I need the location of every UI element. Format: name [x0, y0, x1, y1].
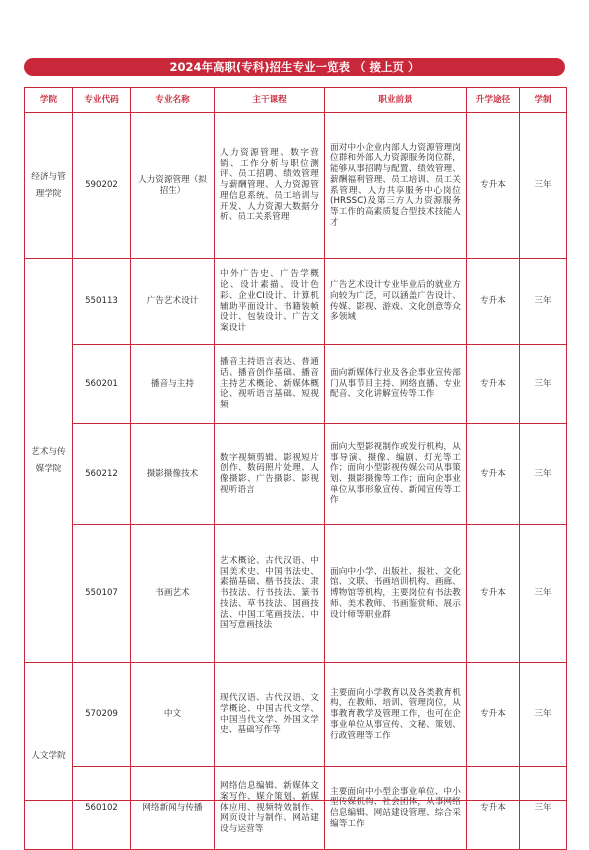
table-header-row — [25, 88, 567, 113]
table-row — [25, 663, 567, 767]
courses-cell: 播音主持语言表达、普通话、播音创作基础、播音主持艺术概论、新媒体概论、视听语言基础、短视频 — [215, 345, 325, 424]
path-cell: 专升本 — [467, 345, 520, 424]
prospects-cell: 主要面向中小型企事业单位、中小型传媒机构、社会团体，从事网络信息编辑、网站建设管理、综合采编等工作 — [325, 767, 467, 850]
duration-cell: 三年 — [520, 525, 567, 663]
header-courses: 主干课程 — [215, 88, 325, 113]
major-cell: 书画艺术 — [131, 525, 215, 663]
college-cell: 人文学院 — [25, 663, 73, 850]
table-row — [25, 113, 567, 259]
code-cell: 560212 — [73, 424, 131, 525]
major-cell: 中文 — [131, 663, 215, 767]
major-cell: 摄影摄像技术 — [131, 424, 215, 525]
code-cell: 590202 — [73, 113, 131, 259]
path-cell: 专升本 — [467, 663, 520, 767]
duration-cell: 三年 — [520, 424, 567, 525]
code-cell: 550113 — [73, 259, 131, 345]
table-row — [25, 525, 567, 663]
table-title: 2024年高职(专科)招生专业一览表 （ 接上页 ） — [24, 58, 565, 76]
bottom-divider — [24, 800, 566, 801]
majors-table — [24, 87, 567, 850]
duration-cell: 三年 — [520, 345, 567, 424]
code-cell: 560201 — [73, 345, 131, 424]
major-cell: 广告艺术设计 — [131, 259, 215, 345]
header-duration: 学制 — [520, 88, 567, 113]
courses-cell: 中外广告史、广告学概论、设计素描、设计色彩、企业CI设计、计算机辅助平面设计、书籍装帧设计、包装设计、广告文案设计 — [215, 259, 325, 345]
table-row — [25, 424, 567, 525]
duration-cell: 三年 — [520, 259, 567, 345]
prospects-cell: 主要面向小学教育以及各类教育机构，在教师、培训、管理岗位，从事教育教学及管理工作，也可在企事业单位从事宣传、文秘、策划、行政管理等工作 — [325, 663, 467, 767]
code-cell: 560102 — [73, 767, 131, 850]
table-row — [25, 767, 567, 850]
prospects-cell: 面对中小企业内部人力资源管理岗位群和外部人力资源服务岗位群，能够从事招聘与配置、绩效管理、薪酬福利管理、员工培训、员工关系管理、人力共享服务中心岗位(HRSSC)及第三方人力资源服务等工作的高素质复合型技术技能人才 — [325, 113, 467, 259]
courses-cell: 数字视频剪辑、影视短片创作、数码照片处理、人像摄影、广告摄影、影视视听语言 — [215, 424, 325, 525]
courses-cell: 艺术概论、古代汉语、中国美术史、中国书法史、素描基础、楷书技法、隶书技法、行书技法、篆书技法、草书技法、国画技法、中国工笔画技法、中国写意画技法 — [215, 525, 325, 663]
college-cell: 经济与管理学院 — [25, 113, 73, 259]
major-cell: 播音与主持 — [131, 345, 215, 424]
courses-cell: 现代汉语、古代汉语、文学概论、中国古代文学、中国当代文学、外国文学史、基础写作等 — [215, 663, 325, 767]
duration-cell: 三年 — [520, 663, 567, 767]
prospects-cell: 广告艺术设计专业毕业后的就业方向较为广泛，可以涵盖广告设计、传媒、影视、游戏、文化创意等众多领域 — [325, 259, 467, 345]
header-college: 学院 — [25, 88, 73, 113]
header-code: 专业代码 — [73, 88, 131, 113]
duration-cell: 三年 — [520, 767, 567, 850]
duration-cell: 三年 — [520, 113, 567, 259]
table-row — [25, 345, 567, 424]
path-cell: 专升本 — [467, 525, 520, 663]
path-cell: 专升本 — [467, 424, 520, 525]
path-cell: 专升本 — [467, 259, 520, 345]
college-cell: 艺术与传媒学院 — [25, 259, 73, 663]
major-cell: 网络新闻与传播 — [131, 767, 215, 850]
header-prospects: 职业前景 — [325, 88, 467, 113]
prospects-cell: 面向大型影视制作或发行机构，从事导演、摄像、编剧、灯光等工作；面向小型影视传媒公司从事策划、摄影摄像等工作；面向企事业单位从事形象宣传、新闻宣传等工作 — [325, 424, 467, 525]
major-cell: 人力资源管理（拟招生） — [131, 113, 215, 259]
code-cell: 570209 — [73, 663, 131, 767]
courses-cell: 人力资源管理、数字营销、工作分析与职位测评、员工招聘、绩效管理与薪酬管理、人力资源管理信息系统、员工培训与开发、人力资源大数据分析、员工关系管理 — [215, 113, 325, 259]
prospects-cell: 面向新媒体行业及各企事业宣传部门从事节目主持、网络直播、专业配音、文化讲解宣传等工作 — [325, 345, 467, 424]
courses-cell: 网络信息编辑、新媒体文案写作、媒介策划、新媒体应用、视频特效制作、网页设计与制作、网站建设与运营等 — [215, 767, 325, 850]
prospects-cell: 面向中小学、出版社、报社、文化馆、文联、书画培训机构、画廊、博物馆等机构，主要岗位有书法教师、美术教师、书画鉴赏师、展示设计师等职业群 — [325, 525, 467, 663]
header-path: 升学途径 — [467, 88, 520, 113]
code-cell: 550107 — [73, 525, 131, 663]
path-cell: 专升本 — [467, 113, 520, 259]
path-cell: 专升本 — [467, 767, 520, 850]
header-major: 专业名称 — [131, 88, 215, 113]
table-row — [25, 259, 567, 345]
